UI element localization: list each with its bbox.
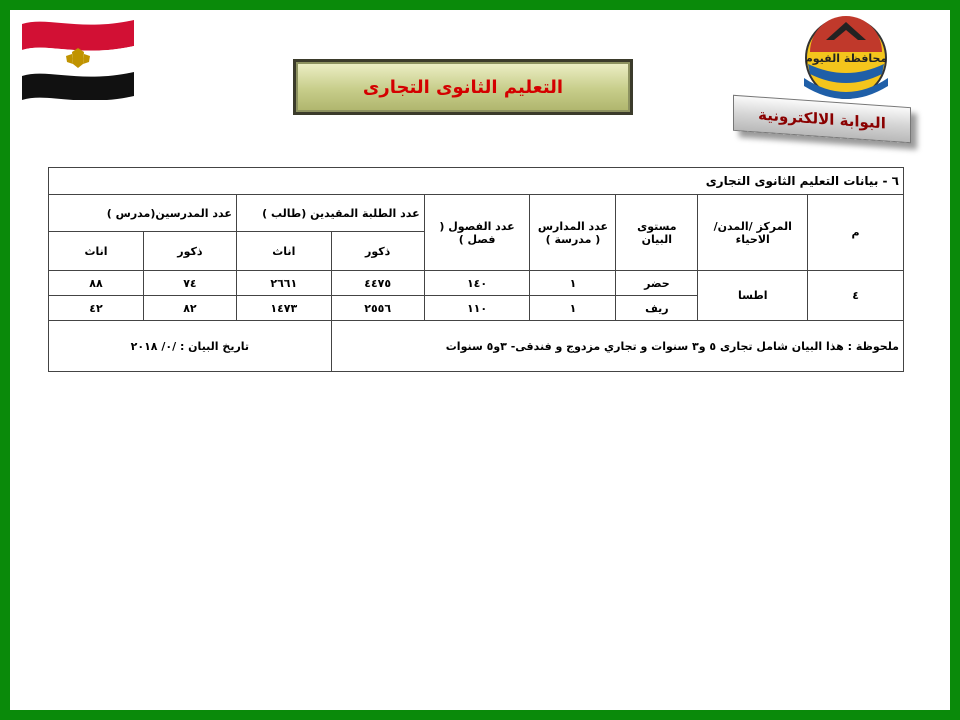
cell-num: ٤ bbox=[808, 271, 904, 321]
data-table bbox=[48, 167, 904, 372]
cell-schools: ١ bbox=[530, 296, 616, 321]
header-teachers: عدد المدرسين(مدرس ) bbox=[49, 195, 237, 232]
cell-teachers-male: ٨٢ bbox=[143, 296, 236, 321]
header-classes: عدد الفصول ( فصل ) bbox=[424, 195, 530, 271]
cell-students-female: ٢٦٦١ bbox=[236, 271, 331, 296]
logo-text: محافظة الفيوم bbox=[804, 52, 888, 65]
cell-teachers-male: ٧٤ bbox=[143, 271, 236, 296]
fayoum-logo-icon bbox=[796, 12, 896, 110]
cell-center: اطسا bbox=[698, 271, 808, 321]
cell-classes: ١١٠ bbox=[424, 296, 530, 321]
header-num: م bbox=[808, 195, 904, 271]
table-row bbox=[49, 271, 904, 296]
cell-students-male: ٤٤٧٥ bbox=[331, 271, 424, 296]
table-date: تاريخ البيان : /٠/ ٢٠١٨ bbox=[49, 321, 332, 372]
header-level: مستوى البيان bbox=[616, 195, 698, 271]
table-caption: ٦ - بيانات التعليم الثانوى التجارى bbox=[49, 168, 904, 195]
cell-students-female: ١٤٧٣ bbox=[236, 296, 331, 321]
cell-students-male: ٢٥٥٦ bbox=[331, 296, 424, 321]
cell-schools: ١ bbox=[530, 271, 616, 296]
page-title: التعليم الثانوى التجارى bbox=[362, 76, 564, 98]
cell-teachers-female: ٨٨ bbox=[49, 271, 144, 296]
header-teachers-male: ذكور bbox=[143, 232, 236, 271]
portal-label: البوابة الالكترونية bbox=[758, 105, 886, 133]
page-title-box bbox=[293, 59, 633, 115]
cell-level: ريف bbox=[616, 296, 698, 321]
cell-teachers-female: ٤٢ bbox=[49, 296, 144, 321]
header-teachers-female: اناث bbox=[49, 232, 144, 271]
header-students-male: ذكور bbox=[331, 232, 424, 271]
cell-classes: ١٤٠ bbox=[424, 271, 530, 296]
header-schools: عدد المدارس ( مدرسة ) bbox=[530, 195, 616, 271]
egypt-flag-icon bbox=[18, 14, 138, 100]
cell-level: حضر bbox=[616, 271, 698, 296]
header-students-female: اناث bbox=[236, 232, 331, 271]
header-students: عدد الطلبة المقيدين (طالب ) bbox=[236, 195, 424, 232]
table-note: ملحوظة : هذا البيان شامل تجارى ٥ و٣ سنوات و تجاري مزدوج و فندقى- ٣و٥ سنوات bbox=[331, 321, 903, 372]
header-center: المركز /المدن/الاحياء bbox=[698, 195, 808, 271]
